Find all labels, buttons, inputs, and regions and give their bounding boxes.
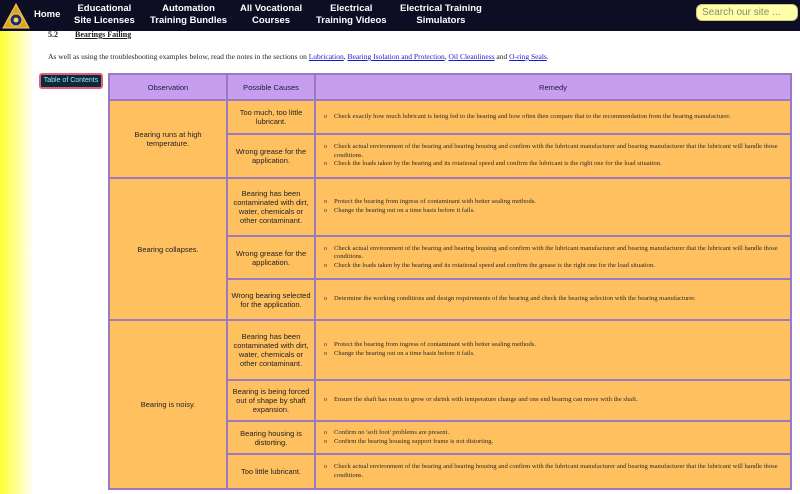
cause-cell: Bearing housing is distorting.	[228, 422, 314, 453]
remedy-item: o Protect the bearing from ingress of contaminant with better sealing methods.	[324, 198, 536, 207]
remedy-cell	[316, 422, 790, 453]
link-lubrication[interactable]: Lubrication	[308, 52, 344, 61]
remedy-item: o Check actual environment of the bearing and bearing housing and confirm with the lubricant manufacturer and bearing manufacturer that the lubricant will handle those conditions.	[324, 463, 784, 480]
link-bearing-isolation[interactable]: Bearing Isolation and Protection	[347, 52, 445, 61]
nav-electrical-training-videos[interactable]: Electrical Training Videos	[316, 3, 387, 26]
cause-cell: Wrong grease for the application.	[228, 237, 314, 278]
table-of-contents-button[interactable]: Table of Contents	[39, 73, 103, 89]
cause-cell: Bearing is being forced out of shape by shaft expansion.	[228, 381, 314, 420]
section-number: 5.2	[48, 30, 58, 39]
remedy-item: o Check actual environment of the bearing and bearing housing and confirm with the lubricant manufacturer and bearing manufacturer that the lubricant will handle those conditions.	[324, 245, 784, 262]
cause-cell: Bearing has been contaminated with dirt, water, chemicals or other contaminant.	[228, 179, 314, 235]
intro-paragraph: As well as using the troubleshooting examples below, read the notes in the sections on Lubrication, Bearing Isolation and Protection, Oil Cleanliness and O-ring Seals.	[48, 52, 549, 61]
nav-electrical-training-simulators[interactable]: Electrical Training Simulators	[400, 3, 482, 26]
cause-cell: Wrong bearing selected for the application.	[228, 280, 314, 319]
header-remedy: Remedy	[316, 75, 790, 99]
remedy-item: o Determine the working conditions and design requirements of the bearing and check the bearing selection with the bearing manufacturer.	[324, 295, 696, 304]
remedy-item: o Check the loads taken by the bearing and its rotational speed and confirm the lubricant is the right one for the load situation.	[324, 160, 784, 169]
remedy-cell	[316, 135, 790, 177]
observation-cell: Bearing runs at high temperature.	[110, 101, 226, 177]
remedy-item: o Check the loads taken by the bearing and its rotational speed and confirm the grease is the right one for the load situation.	[324, 262, 784, 271]
remedy-item: o Confirm the bearing housing support frame is not distorting.	[324, 438, 493, 447]
header-observation: Observation	[110, 75, 226, 99]
cause-cell: Wrong grease for the application.	[228, 135, 314, 177]
nav-automation-training-bundles[interactable]: Automation Training Bundles	[150, 3, 228, 26]
remedy-cell	[316, 101, 790, 133]
troubleshooting-table	[108, 73, 792, 490]
cause-cell: Bearing has been contaminated with dirt, water, chemicals or other contaminant.	[228, 321, 314, 379]
link-oil-cleanliness[interactable]: Oil Cleanliness	[448, 52, 495, 61]
observation-cell: Bearing is noisy.	[110, 321, 226, 488]
remedy-item: o Ensure the shaft has room to grow or shrink with temperature change and one end bearing can move with the shaft.	[324, 396, 638, 405]
remedy-item: o Protect the bearing from ingress of contaminant with better sealing methods.	[324, 341, 536, 350]
remedy-item: o Change the bearing out on a time basis before it fails.	[324, 207, 536, 216]
remedy-cell	[316, 321, 790, 379]
nav-home[interactable]: Home	[34, 9, 61, 20]
remedy-cell	[316, 381, 790, 420]
remedy-cell	[316, 280, 790, 319]
section-title[interactable]: Bearings Failing	[75, 30, 132, 39]
left-gradient-strip	[0, 31, 34, 494]
remedy-cell	[316, 179, 790, 235]
emblem-logo-icon[interactable]	[2, 3, 30, 29]
remedy-item: o Change the bearing out on a time basis before it fails.	[324, 350, 536, 359]
remedy-item: o Confirm no 'soft foot' problems are present.	[324, 429, 493, 438]
top-nav	[0, 0, 800, 31]
nav-all-vocational-courses[interactable]: All Vocational Courses	[240, 3, 303, 26]
remedy-item: o Check actual environment of the bearing and bearing housing and confirm with the lubricant manufacturer and bearing manufacturer that the lubricant will handle those conditions.	[324, 143, 784, 160]
link-oring-seals[interactable]: O-ring Seals	[509, 52, 547, 61]
search-input[interactable]: Search our site ...	[696, 4, 798, 21]
cause-cell: Too little lubricant.	[228, 455, 314, 488]
nav-educational-site-licenses[interactable]: Educational Site Licenses	[74, 3, 135, 26]
remedy-cell	[316, 237, 790, 278]
header-possible-causes: Possible Causes	[228, 75, 314, 99]
remedy-cell	[316, 455, 790, 488]
remedy-item: o Check exactly how much lubricant is being fed to the bearing and how often then compare that to the recommendation from the bearing manufacturer.	[324, 113, 731, 122]
observation-cell: Bearing collapses.	[110, 179, 226, 319]
cause-cell: Too much, too little lubricant.	[228, 101, 314, 133]
